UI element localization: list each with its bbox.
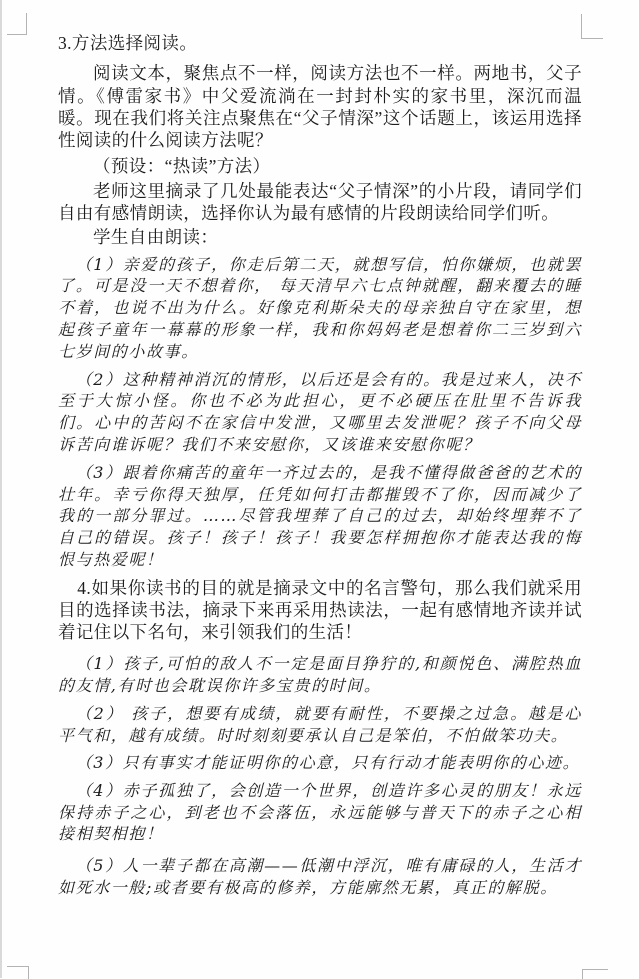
quote-2: （2） 孩子，想要有成绩，就要有耐性，不要操之过急。越是心平气和，越有成绩。时时刻刻要承认自己是笨伯，不怕做笨功夫。 [58, 704, 582, 746]
para-preset-hot-reading: （预设：“热读”方法） [93, 156, 271, 177]
text-boundary-mark-top-left [7, 13, 27, 35]
quote-4: （4）赤子孤独了，会创造一个世界，创造许多心灵的朋友！永远保持赤子之心，到老也不会落伍，永远能够与普天下的赤子之心相接相契相抱！ [58, 780, 582, 844]
heading-method-reading: 3.方法选择阅读。 [58, 33, 198, 53]
excerpt-2: （2）这种精神消沉的情形，以后还是会有的。我是过来人，决不至于大惊小怪。你也不必为此担心，更不必硬压在肚里不告诉我们。心中的苦闷不在家信中发泄，又哪里去发泄呢？孩子不向父母诉苦向谁诉呢？我们不来安慰你，又该谁来安慰你呢？ [58, 369, 582, 455]
para-reading-focus: 阅读文本，聚焦点不一样，阅读方法也不一样。两地书，父子情。《傅雷家书》中父爱流淌在一封封朴实的家书里，深沉而温暖。现在我们将关注点聚焦在“父子情深”这个话题上，该运用选择性阅读的什么阅读方法呢？ [58, 63, 582, 151]
quote-3: （3）只有事实才能证明你的心意，只有行动才能表明你的心迹。 [75, 752, 581, 772]
text-boundary-mark-bottom-left [7, 966, 29, 979]
heading-purpose-reading: 4.如果你读书的目的就是摘录文中的名言警句，那么我们就采用目的选择读书法，摘录下来再采用热读法，一起有感情地齐读并试着记住以下名句，来引领我们的生活！ [58, 577, 582, 643]
quote-5: （5）人一辈子都在高潮——低潮中浮沉，唯有庸碌的人，生活才如死水一般;或者要有极高的修养，方能廓然无累，真正的解脱。 [58, 856, 582, 897]
text-boundary-mark-top-right [581, 14, 603, 39]
page-left-edge [0, 0, 2, 978]
excerpt-1: （1）亲爱的孩子，你走后第二天，就想写信，怕你嫌烦，也就罢了。可是没一天不想着你， 每天清早六七点钟就醒，翻来覆去的睡不着，也说不出为什么。好像克利斯朵夫的母亲独自守在家里，想起孩子童年一幕幕的形象一样，我和你妈妈老是想着你二三岁到六七岁间的小故事。 [58, 254, 582, 361]
document-body [58, 32, 582, 899]
excerpt-3: （3）跟着你痛苦的童年一齐过去的，是我不懂得做爸爸的艺术的壮年。幸亏你得天独厚，任凭如何打击都摧毁不了你，因而减少了我的一部分罪过。……尽管我埋葬了自己的过去，却始终埋葬不了自己的错误。孩子！孩子！孩子！我要怎样拥抱你才能表达我的悔恨与热爱呢！ [58, 462, 582, 570]
para-students-free-reading: 学生自由朗读： [93, 227, 219, 248]
para-teacher-instruction: 老师这里摘录了几处最能表达“父子情深”的小片段，请同学们自由有感情朗读，选择你认为最有感情的片段朗读给同学们听。 [58, 180, 582, 224]
quote-1: （1）孩子,可怕的敌人不一定是面目狰狞的,和颜悦色、满腔热血的友情,有时也会耽误你许多宝贵的时间。 [58, 653, 582, 695]
